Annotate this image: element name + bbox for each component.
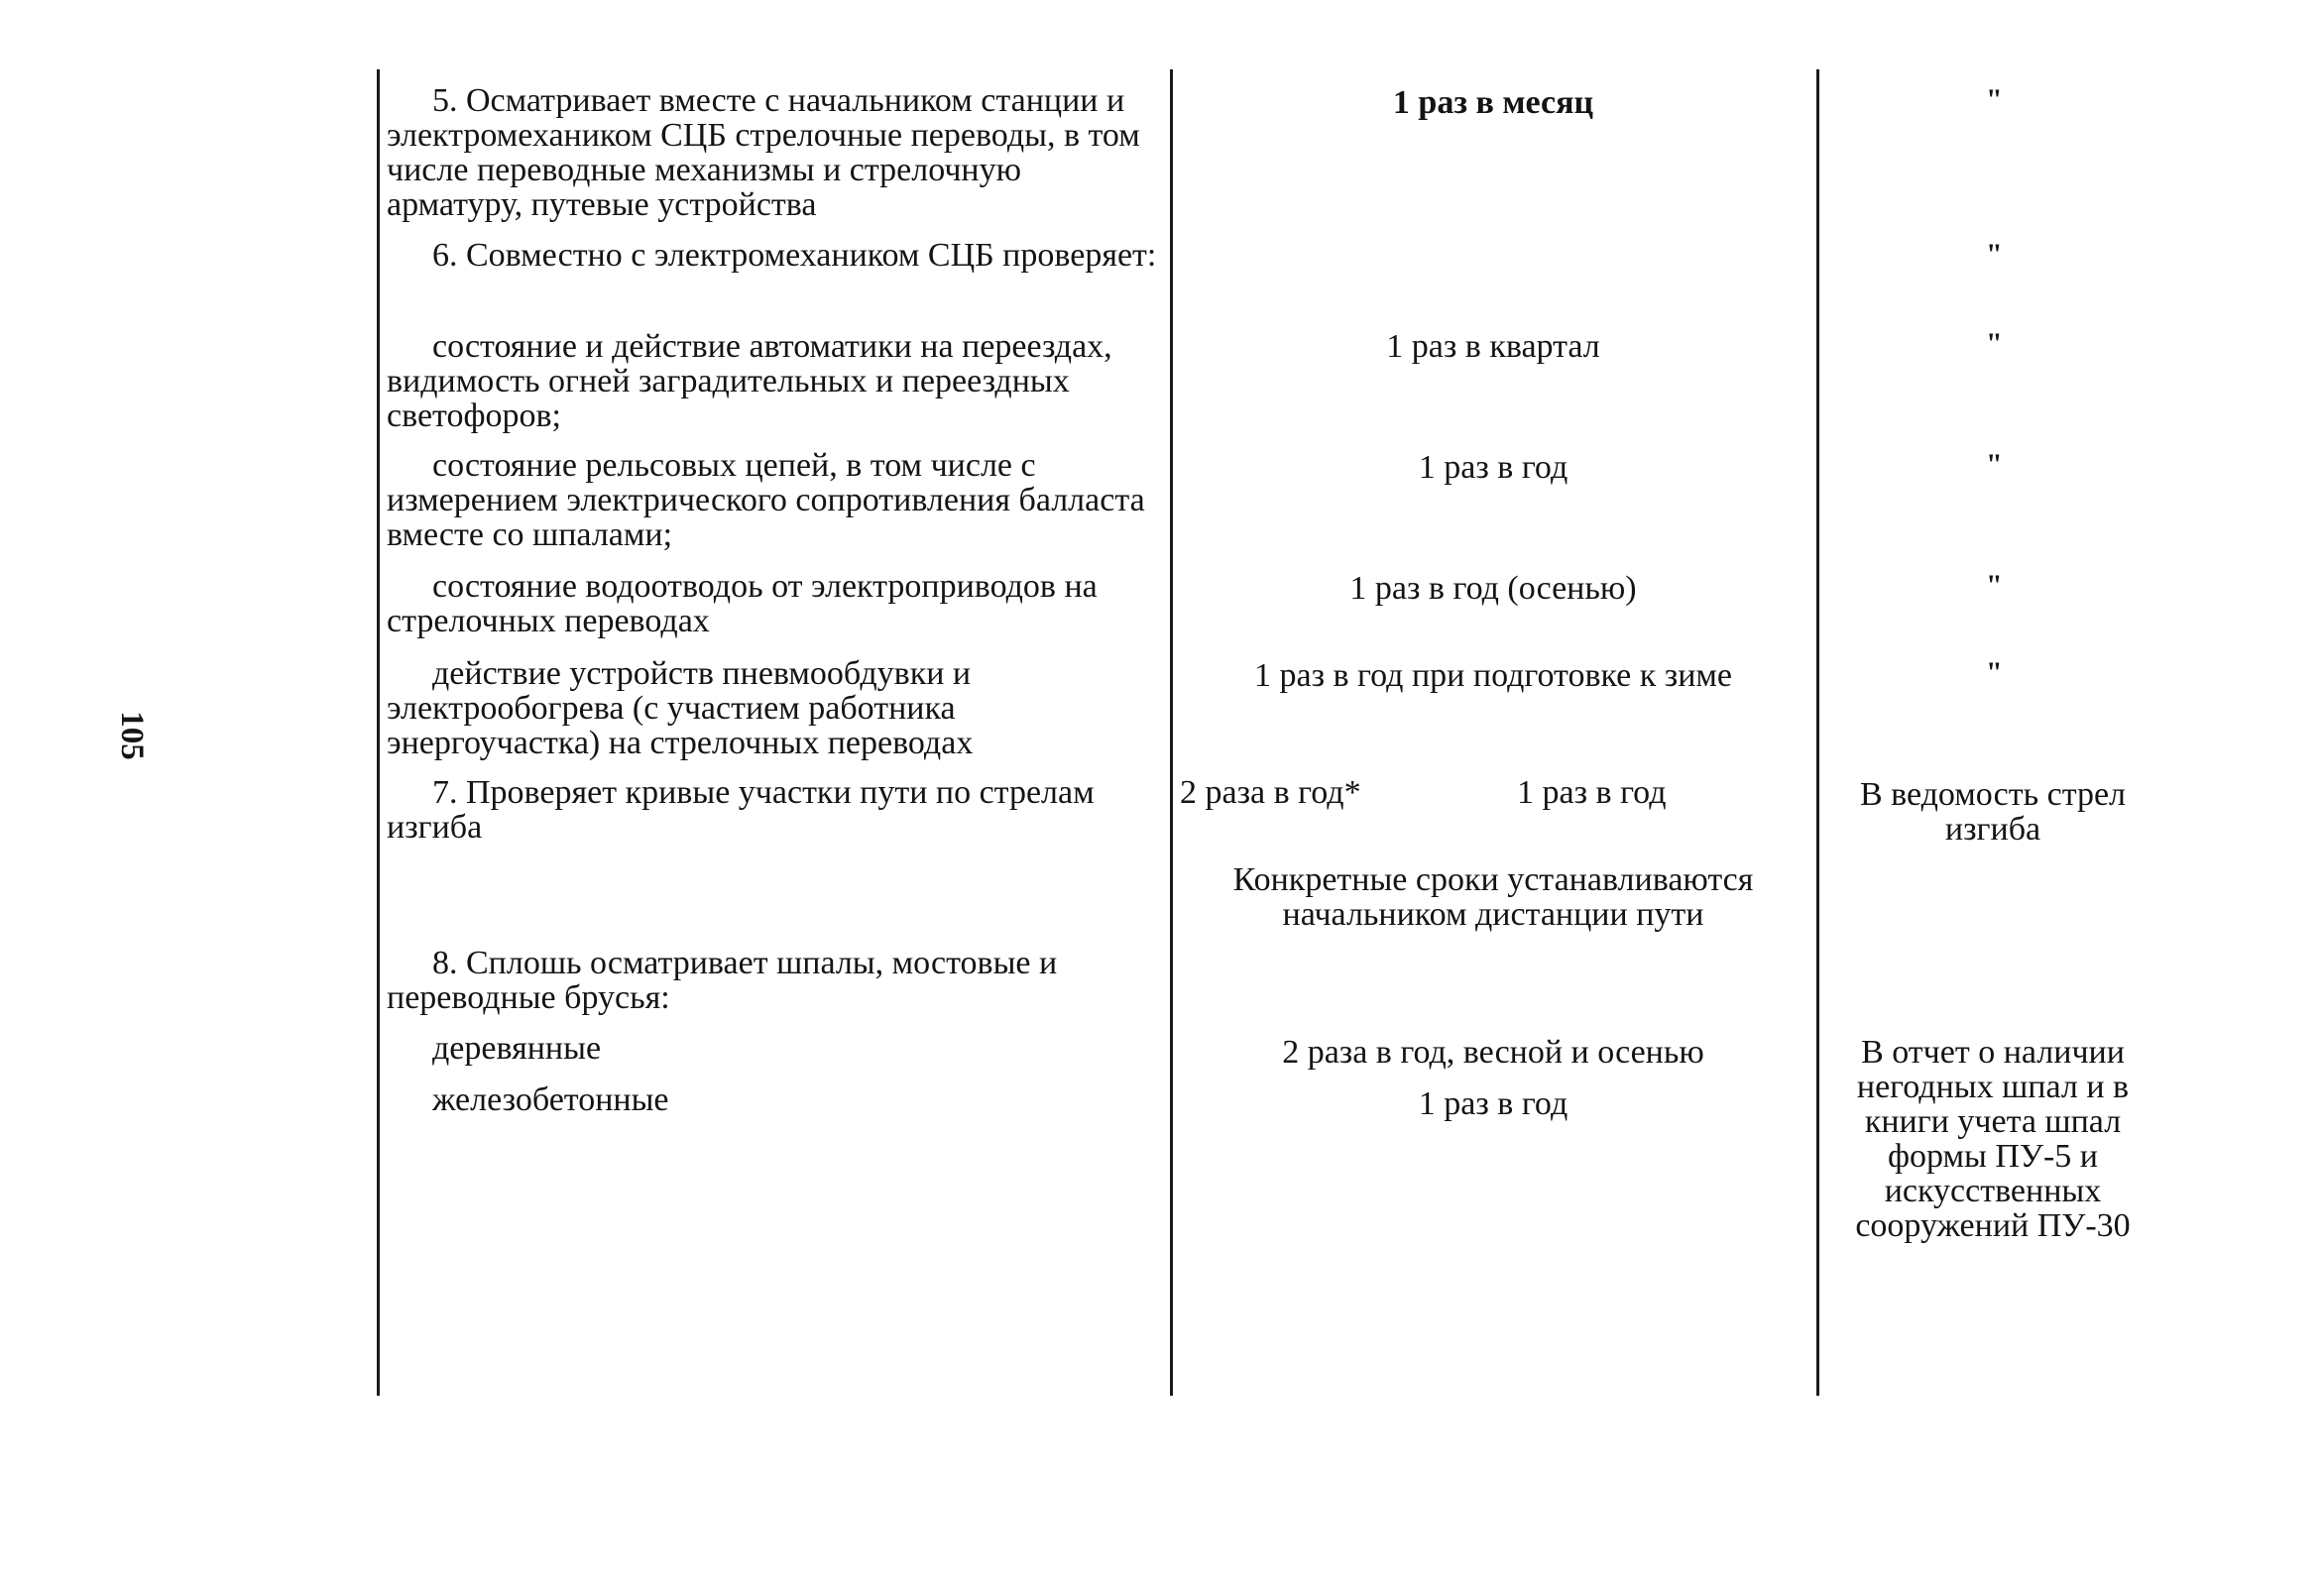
row-6-description: 6. Совместно с электромехаником СЦБ проверяет: — [432, 237, 1157, 274]
row-6b-text — [387, 448, 1162, 552]
row-8-item-concrete — [387, 1082, 1162, 1117]
row-7-period-right: 1 раз в год — [1517, 774, 1667, 811]
row-7-periods — [1180, 775, 1814, 815]
column-divider-middle — [1170, 69, 1173, 1396]
page-number: 105 — [114, 711, 150, 760]
row-6c-ditto-mark: " — [1986, 569, 2003, 602]
row-7-description: 7. Проверяет кривые участки пути по стрелам изгиба — [387, 774, 1095, 846]
row-8-item-concrete-label: железобетонные — [432, 1081, 669, 1118]
row-6c-period: 1 раз в год (осенью) — [1349, 570, 1637, 607]
row-6b-period: 1 раз в год — [1418, 449, 1569, 486]
row-6d-text — [387, 656, 1162, 760]
row-5-period: 1 раз в месяц — [1392, 84, 1594, 121]
row-6d-description: действие устройств пневмообдувки и электрообогрева (с участием работника энергоучастка) на стрелочных переводах — [387, 655, 974, 761]
row-6a-period: 1 раз в квартал — [1386, 328, 1600, 365]
row-6d-period: 1 раз в год при подготовке к зиме — [1253, 657, 1733, 694]
row-6a-ditto-mark: " — [1986, 327, 2003, 360]
row-8-description: 8. Сплошь осматривает шпалы, мостовые и переводные брусья: — [387, 945, 1058, 1016]
row-8-text — [387, 946, 1162, 1015]
row-5-ditto-mark: " — [1986, 83, 2003, 116]
row-5-text — [387, 83, 1162, 222]
row-7-period-note: Конкретные сроки устанавливаются начальником дистанции пути — [1232, 861, 1754, 933]
row-8-item-wood-period: 2 раза в год, весной и осенью — [1282, 1034, 1704, 1071]
row-6a-text — [387, 329, 1162, 433]
row-7-note: В ведомость стрел изгиба — [1859, 776, 2127, 848]
row-6b-description: состояние рельсовых цепей, в том числе с измерением электрического сопротивления балласта вместе со шпалами; — [387, 447, 1145, 553]
row-6c-text — [387, 569, 1162, 638]
row-5-description: 5. Осматривает вместе с начальником станции и электромехаником СЦБ стрелочные переводы, в том числе переводные механизмы и стрелочную арматуру, путевые устройства — [387, 82, 1140, 223]
row-6c-description: состояние водоотводоь от электроприводов на стрелочных переводах — [387, 568, 1098, 639]
row-6a-description: состояние и действие автоматики на переездах, видимость огней заградительных и переездных светофоров; — [387, 328, 1112, 434]
row-6d-ditto-mark: " — [1986, 656, 2003, 689]
row-8-note: В отчет о наличии негодных шпал и в книги учета шпал формы ПУ-5 и искусственных сооружений ПУ-30 — [1855, 1034, 2131, 1244]
column-divider-left — [377, 69, 380, 1396]
row-8-item-concrete-period: 1 раз в год — [1418, 1085, 1569, 1122]
row-7-text — [387, 775, 1162, 845]
column-divider-right — [1816, 69, 1819, 1396]
row-6b-ditto-mark: " — [1986, 448, 2003, 481]
row-6-ditto-mark: " — [1986, 238, 2003, 271]
row-7-period-left: 2 раза в год* — [1180, 774, 1361, 811]
row-8-item-wood — [387, 1031, 1162, 1066]
row-6-text — [387, 238, 1162, 273]
row-8-item-wood-label: деревянные — [432, 1030, 602, 1067]
